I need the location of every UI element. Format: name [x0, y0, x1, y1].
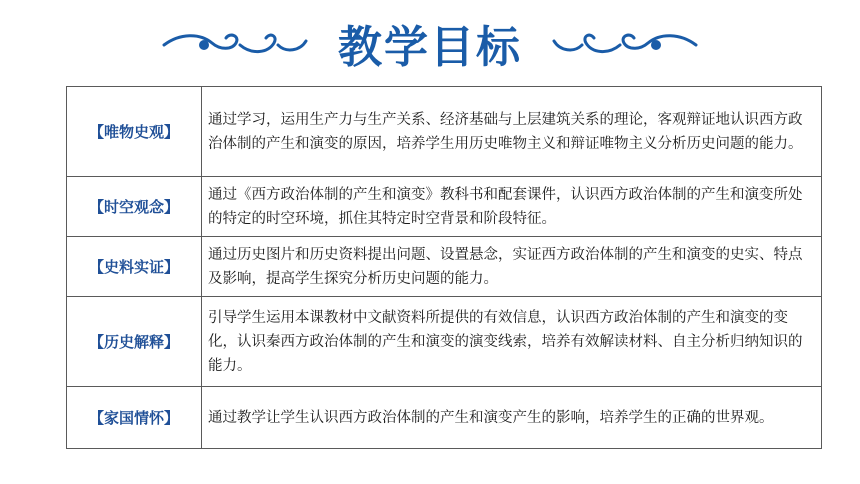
objective-label: 【历史解释】 — [67, 297, 202, 387]
objective-text: 通过《西方政治体制的产生和演变》教科书和配套课件，认识西方政治体制的产生和演变所处的特定的时空环境，抓住其特定时空背景和阶段特征。 — [202, 177, 822, 237]
title-banner — [0, 8, 860, 78]
table-row — [67, 297, 822, 387]
table-row — [67, 87, 822, 177]
objective-label: 【家国情怀】 — [67, 387, 202, 449]
objective-label: 【唯物史观】 — [67, 87, 202, 177]
table-row — [67, 177, 822, 237]
objective-text: 通过教学让学生认识西方政治体制的产生和演变产生的影响，培养学生的正确的世界观。 — [202, 387, 822, 449]
objective-label: 【史料实证】 — [67, 237, 202, 297]
objectives-table — [66, 86, 822, 449]
table-row — [67, 387, 822, 449]
objective-label: 【时空观念】 — [67, 177, 202, 237]
objective-text: 通过学习，运用生产力与生产关系、经济基础与上层建筑关系的理论，客观辩证地认识西方政治体制的产生和演变的原因，培养学生用历史唯物主义和辩证唯物主义分析历史问题的能力。 — [202, 87, 822, 177]
right-swirl-ornament-icon — [550, 23, 700, 63]
objective-text: 通过历史图片和历史资料提出问题、设置悬念，实证西方政治体制的产生和演变的史实、特点及影响，提高学生探究分析历史问题的能力。 — [202, 237, 822, 297]
page-title: 教学目标 — [338, 22, 522, 73]
objective-text: 引导学生运用本课教材中文献资料所提供的有效信息，认识西方政治体制的产生和演变的变化，认识秦西方政治体制的产生和演变的演变线索，培养有效解读材料、自主分析归纳知识的能力。 — [202, 297, 822, 387]
left-swirl-ornament-icon — [160, 23, 310, 63]
table-row — [67, 237, 822, 297]
